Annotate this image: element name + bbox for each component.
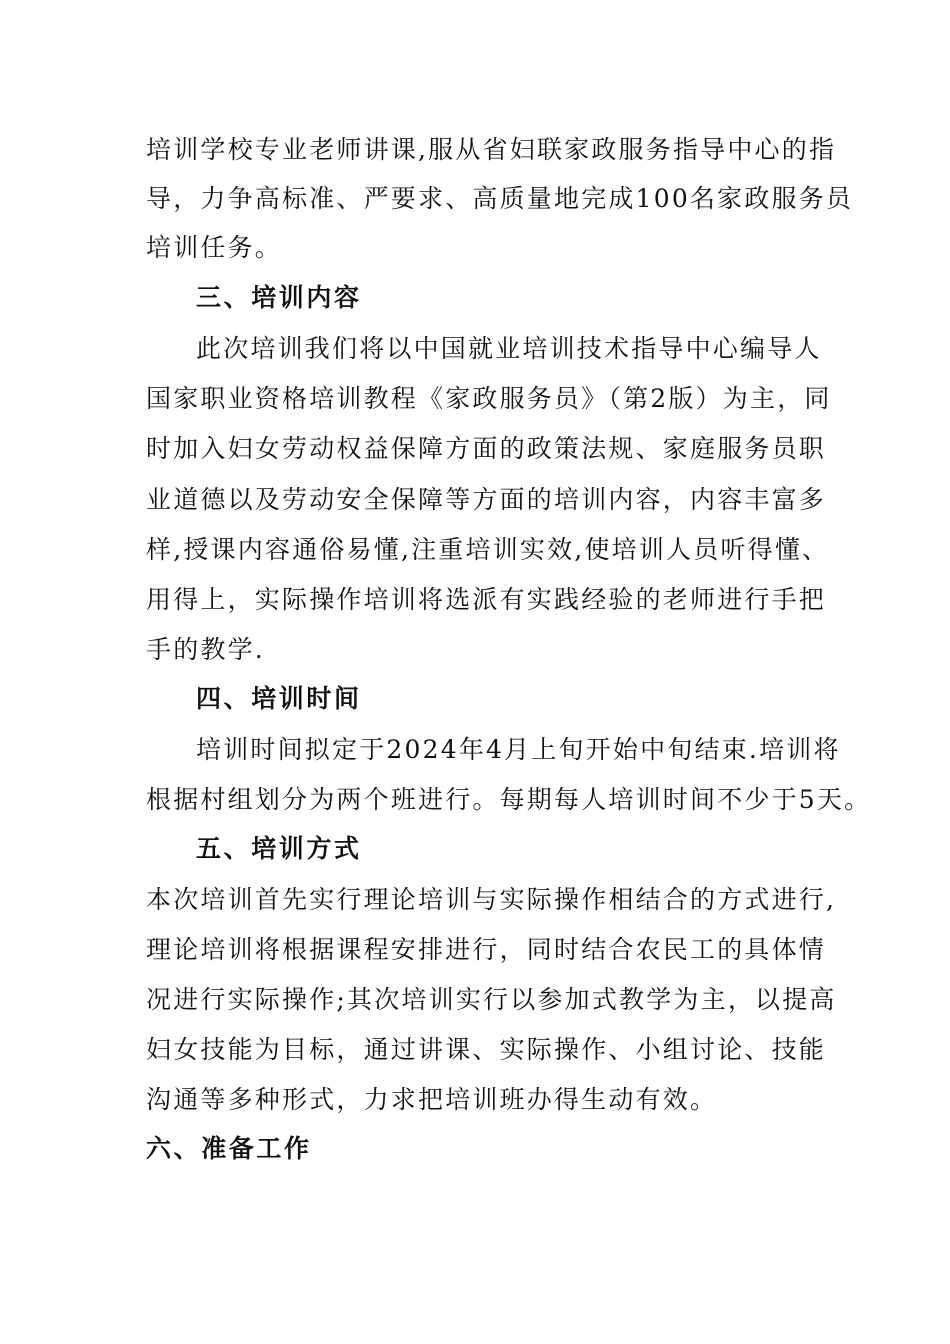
paragraph-line: 时加入妇女劳动权益保障方面的政策法规、家庭服务员职 bbox=[146, 434, 827, 463]
paragraph-line: 样,授课内容通俗易懂,注重培训实效,使培训人员听得懂、 bbox=[146, 535, 830, 564]
paragraph-line: 况进行实际操作;其次培训实行以参加式教学为主，以提高 bbox=[146, 985, 837, 1014]
section-heading-training-content: 三、培训内容 bbox=[196, 283, 362, 312]
paragraph-line: 培训任务。 bbox=[146, 233, 283, 262]
paragraph-line: 培训时间拟定于2024年4月上旬开始中旬结束.培训将 bbox=[196, 735, 841, 764]
section-heading-training-method: 五、培训方式 bbox=[196, 834, 362, 863]
paragraph-line: 沟通等多种形式，力求把培训班办得生动有效。 bbox=[146, 1085, 718, 1114]
paragraph-line: 此次培训我们将以中国就业培训技术指导中心编导人 bbox=[196, 334, 822, 363]
paragraph-line: 国家职业资格培训教程《家政服务员》（第2版）为主，同 bbox=[146, 384, 832, 413]
paragraph-line: 导，力争高标准、严要求、高质量地完成100名家政服务员 bbox=[146, 184, 854, 213]
paragraph-line: 业道德以及劳动安全保障等方面的培训内容，内容丰富多 bbox=[146, 485, 827, 514]
paragraph-line: 手的教学. bbox=[146, 635, 265, 664]
paragraph-line: 用得上，实际操作培训将选派有实践经验的老师进行手把 bbox=[146, 585, 827, 614]
section-heading-preparation: 六、准备工作 bbox=[146, 1134, 312, 1163]
section-heading-training-time: 四、培训时间 bbox=[196, 684, 362, 713]
paragraph-line: 本次培训首先实行理论培训与实际操作相结合的方式进行, bbox=[146, 885, 837, 914]
paragraph-line: 根据村组划分为两个班进行。每期每人培训时间不少于5天。 bbox=[146, 785, 872, 814]
paragraph-line: 理论培训将根据课程安排进行，同时结合农民工的具体情 bbox=[146, 935, 827, 964]
paragraph-line: 妇女技能为目标，通过讲课、实际操作、小组讨论、技能 bbox=[146, 1035, 827, 1064]
paragraph-line: 培训学校专业老师讲课,服从省妇联家政服务指导中心的指 bbox=[146, 135, 837, 164]
